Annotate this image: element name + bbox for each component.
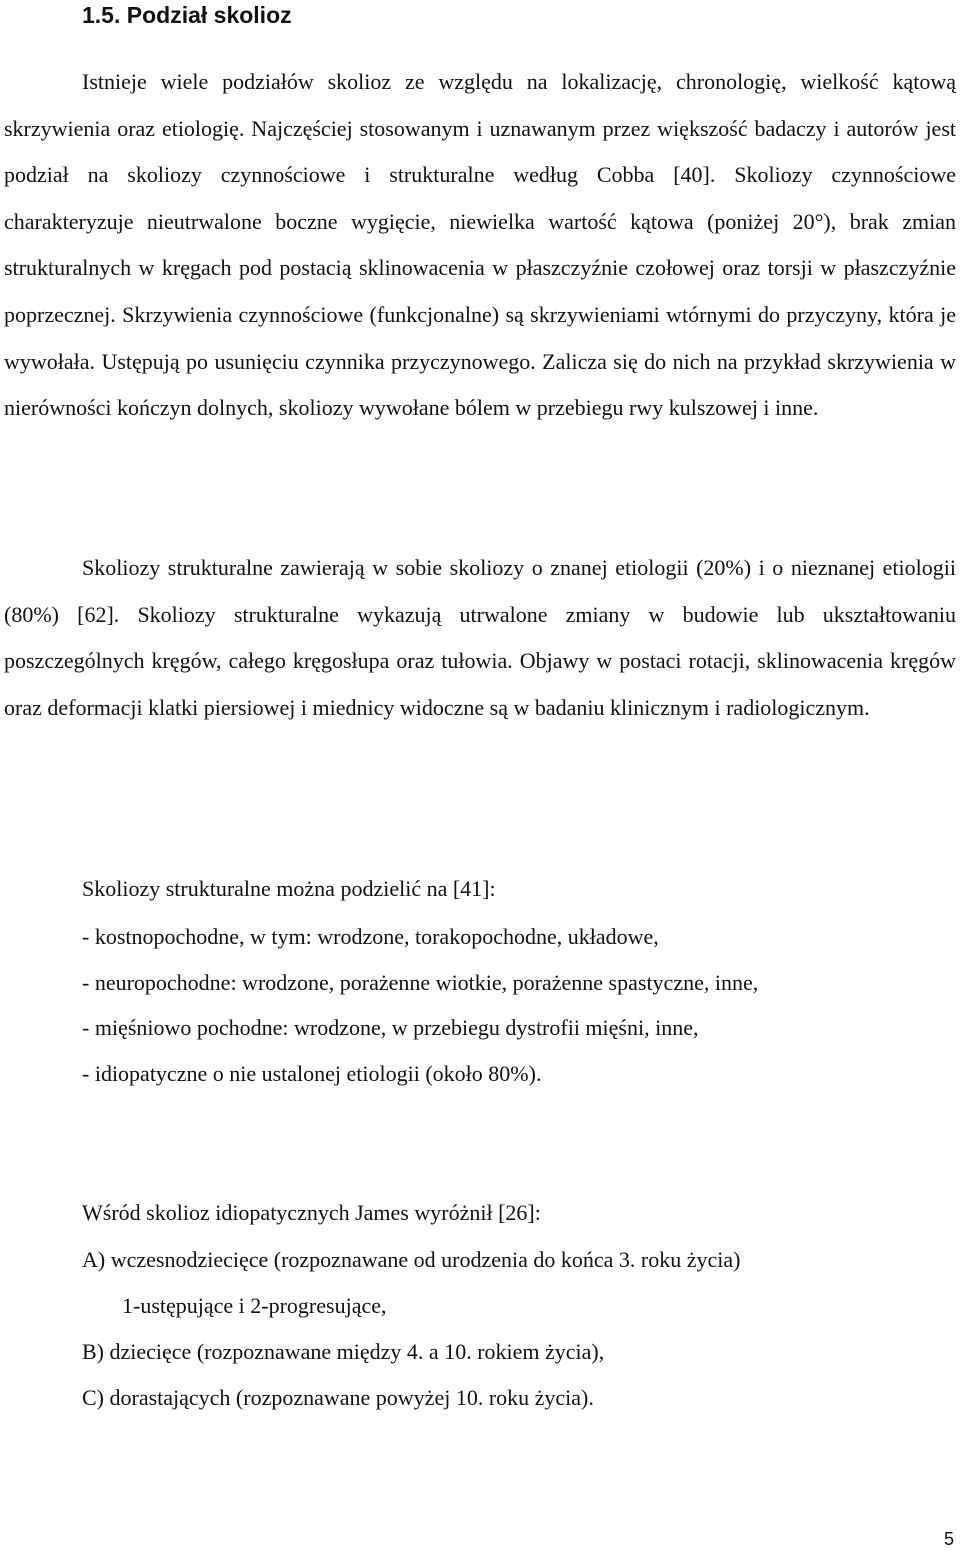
- structural-scoliosis-list: [82, 922, 758, 1104]
- idiopathic-list-intro: Wśród skolioz idiopatycznych James wyróżnił [26]:: [82, 1200, 541, 1225]
- idiopathic-scoliosis-list: [82, 1245, 740, 1429]
- list-item: - mięśniowo pochodne: wrodzone, w przebiegu dystrofii mięśni, inne,: [82, 1015, 699, 1040]
- list-item: - idiopatyczne o nie ustalonej etiologii (około 80%).: [82, 1060, 542, 1086]
- section-heading: 1.5. Podział skolioz: [82, 2, 292, 28]
- list-item: B) dziecięce (rozpoznawane między 4. a 10. rokiem życia),: [82, 1339, 605, 1364]
- paragraph-functional-scoliosis: [4, 59, 956, 432]
- list-item: C) dorastających (rozpoznawane powyżej 10. roku życia).: [82, 1385, 594, 1410]
- paragraph-text: Skoliozy strukturalne zawierają w sobie skoliozy o znanej etiologii (20%) i o nieznanej etiologii (80%) [62]. Skoliozy strukturalne wykazują utrwalone zmiany w budowie lub ukształtowaniu poszczególnych kręgów, całego kręgosłupa oraz tułowia. Objawy w postaci rotacji, sklinowacenia kręgów oraz deformacji klatki piersiowej i miednicy widoczne są w badaniu klinicznym i radiologicznym.: [4, 555, 956, 720]
- list-item: A) wczesnodziecięce (rozpoznawane od urodzenia do końca 3. roku życia): [82, 1247, 741, 1272]
- page-number: 5: [943, 1529, 954, 1549]
- list-item: - kostnopochodne, w tym: wrodzone, torakopochodne, układowe,: [82, 924, 659, 949]
- paragraph-structural-scoliosis: [4, 545, 956, 731]
- list-item: - neuropochodne: wrodzone, porażenne wiotkie, porażenne spastyczne, inne,: [82, 969, 759, 995]
- structural-list-intro: Skoliozy strukturalne można podzielić na [41]:: [82, 876, 496, 901]
- paragraph-text: Istnieje wiele podziałów skolioz ze względu na lokalizację, chronologię, wielkość kątową skrzywienia oraz etiologię. Najczęściej stosowanym i uznawanym przez większość badaczy i autorów jest podział na skoliozy czynnościowe i strukturalne według Cobba [40]. Skoliozy czynnościowe charakteryzuje nieutrwalone boczne wygięcie, niewielka wartość kątowa (poniżej 20°), brak zmian strukturalnych w kręgach pod postacią sklinowacenia w płaszczyźnie czołowej oraz torsji w płaszczyźnie poprzecznej. Skrzywienia czynnościowe (funkcjonalne) są skrzywieniami wtórnymi do przyczyny, która je wywołała. Ustępują po usunięciu czynnika przyczynowego. Zalicza się do nich na przykład skrzywienia w nierówności kończyn dolnych, skoliozy wywołane bólem w przebiegu rwy kulszowej i inne.: [4, 69, 956, 421]
- list-item-continuation: 1-ustępujące i 2-progresujące,: [122, 1293, 387, 1318]
